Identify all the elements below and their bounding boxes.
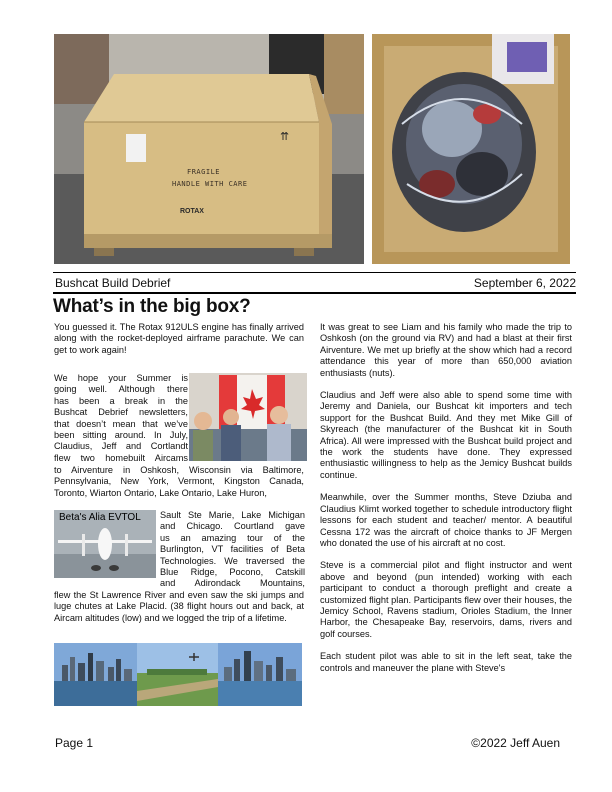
engine-photo (372, 34, 570, 264)
tour-line-1: Sault Ste Marie, Lake Michigan (160, 510, 305, 520)
crate-rotax-logo: ROTAX (180, 208, 204, 215)
summer-line-2: going well. Although there (54, 384, 188, 395)
importers-paragraph: Claudius and Jeff were also able to spend some time with Jeremy and Daniela, our Bushcat kit importers and tech support for the Bushcat Build. And they met Mike Gill of Skyreach (the manufacturer of the Bushcat kit in South Africa). All were impressed with the Bushcat build project and the work the students have done. They expressed enthusiastic willingness to help as the Jemicy Bushcat builds continue. (320, 390, 572, 480)
summer-line-3: has been a break in the (54, 395, 188, 406)
page-number: Page 1 (55, 736, 94, 750)
header-bottom-rule (53, 292, 576, 294)
summer-line-8: flew two homebuilt Aircams (54, 452, 188, 463)
summer-line-1: We hope your Summer is (54, 373, 188, 383)
crate-photo (54, 34, 364, 264)
flight-lessons-paragraph: Meanwhile, over the Summer months, Steve Dziuba and Claudius Klimt worked together to schedule introductory flight lessons for each student and teacher/ mentor. A beautiful Cessna 172 was the aircraft of choice thanks to JF Mergen who donated the use of his aircraft at no cost. (320, 492, 572, 548)
city-harbor-photo (218, 643, 302, 706)
tour-line-7: and Adirondack Mountains, (160, 578, 305, 589)
wrap-text-top (54, 373, 188, 464)
wrap-text-alia (160, 510, 305, 590)
intro-paragraph: You guessed it. The Rotax 912ULS engine has finally arrived along with the rocket-deployed airframe parachute. We can get to work again! (54, 322, 304, 355)
wrap-text-bottom (54, 590, 304, 624)
copyright: ©2022 Jeff Auen (471, 736, 560, 750)
tour-line-5: Technologies. We traversed the (160, 555, 305, 566)
instructor-paragraph: Steve is a commercial pilot and flight instructor and went above and beyond (pun intended) working with each participant to conduct a thorough preflight and create a customized flight plan. Participants flew over their houses, the Jemicy School, Ravens stadium, Orioles Stadium, the Inner Harbor, the Chesapeake Bay, reservoirs, dams, rivers and golf courses. (320, 560, 572, 639)
left-column (54, 322, 304, 367)
tour-line-4: Burlington, VT facilities of Beta (160, 544, 305, 555)
alia-caption: Beta's Alia EVTOL (59, 512, 141, 523)
article-title: What’s in the big box? (53, 296, 251, 317)
summer-line-4: Bushcat Debrief newsletters, (54, 407, 188, 418)
route-paragraph: to Airventure in Oshkosh, Wisconsin via Baltimore, Pennsylvania, New York, Vermont, Kingston Canada, Toronto, Wiarton Ontario, Lake Ontario, Lake Huron, (54, 465, 304, 498)
airfield-photo (137, 643, 218, 706)
summer-line-7: Claudius, Jeff and Cortlandt (54, 441, 188, 452)
tour-line-2: and Chicago. Courtland gave (160, 521, 305, 532)
issue-date: September 6, 2022 (473, 276, 576, 290)
summer-line-6: been sitting around. In July, (54, 430, 188, 441)
student-pilot-paragraph: Each student pilot was able to sit in the left seat, take the controls and maneuver the plane with Steve's (320, 651, 572, 673)
alia-evtol-photo (54, 510, 156, 578)
tour-line-3: us an amazing tour of the (160, 532, 305, 543)
right-column (320, 322, 572, 685)
this-side-up-icon: ⇈ (280, 131, 290, 143)
flag-group-photo (189, 373, 307, 461)
wrap-text-middle (54, 465, 304, 499)
crate-fragile-text: FRAGILE (187, 168, 221, 176)
trip-summary-paragraph: flew the St Lawrence River and even saw the ski jumps and luge chutes at Lake Placid. (38 flight hours out and back, at Aircam altitudes (low) and we logged the trip of a lifetime. (54, 590, 304, 623)
summer-line-5: that doesn’t mean that we’ve (54, 418, 188, 429)
header-top-rule (53, 272, 576, 273)
crate-handle-text: HANDLE WITH CARE (172, 180, 248, 188)
tour-line-6: Blue Ridge, Pocono, Catskill (160, 567, 305, 578)
chicago-skyline-photo (54, 643, 137, 706)
oshkosh-paragraph: It was great to see Liam and his family who made the trip to Oshkosh (on the ground via RV) and had a blast at their first Airventure. We met up briefly at the show which had a record attendance this year of more than 650,000 aviation enthusiasts (nuts). (320, 322, 572, 378)
newsletter-name: Bushcat Build Debrief (55, 276, 171, 290)
